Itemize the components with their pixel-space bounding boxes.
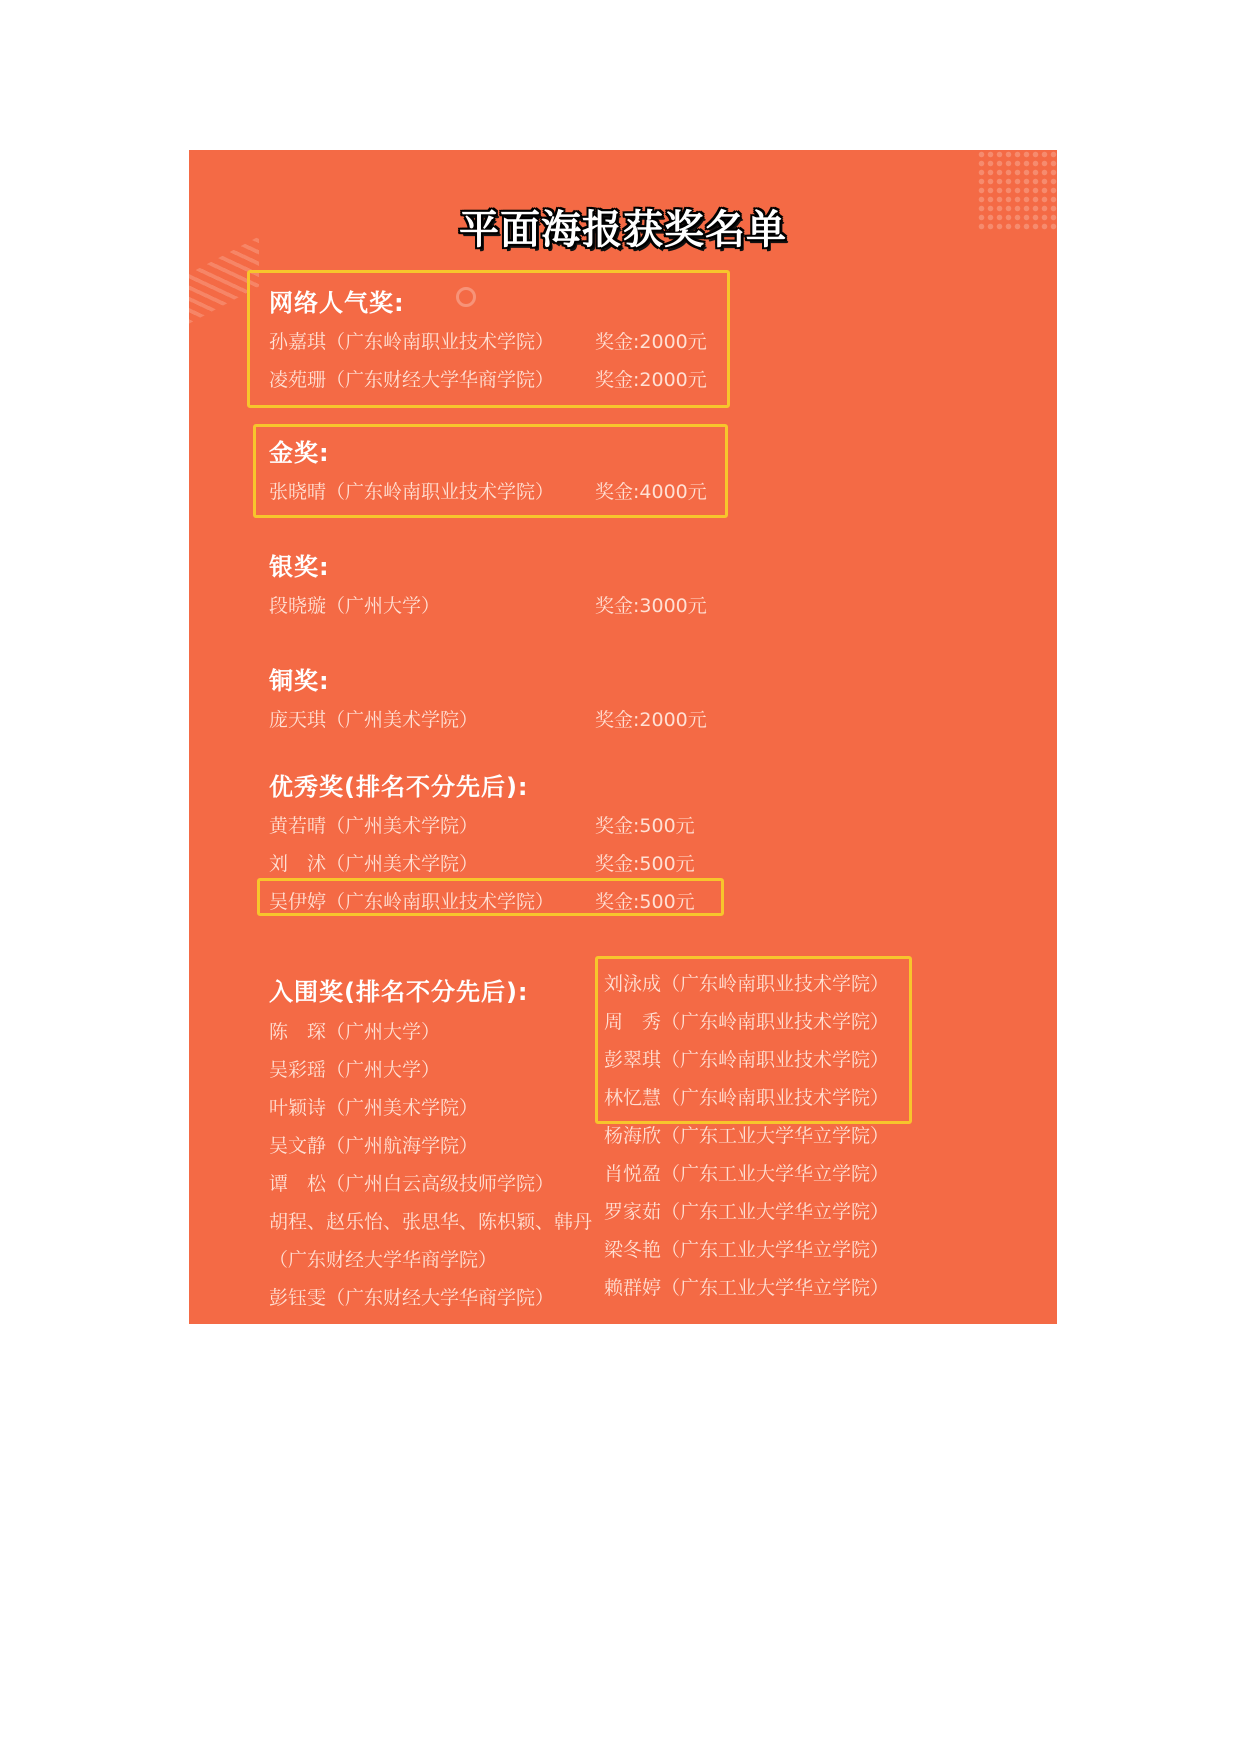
winner-name: 张晓晴（广东岭南职业技术学院） (269, 481, 555, 503)
winner-name: 黄若晴（广州美术学院） (269, 815, 479, 837)
winner-name: 庞天琪（广州美术学院） (269, 709, 479, 731)
award-poster (189, 150, 1057, 1324)
silver-award-heading: 银奖: (269, 553, 330, 581)
prize-amount: 奖金:4000元 (595, 481, 707, 503)
finalist-name: 赖群婷（广东工业大学华立学院） (604, 1277, 890, 1299)
winner-name: 刘 沭（广州美术学院） (269, 853, 479, 875)
winner-name: 孙嘉琪（广东岭南职业技术学院） (269, 331, 555, 353)
finalist-name: 刘泳成（广东岭南职业技术学院） (604, 973, 890, 995)
excellence-award-heading: 优秀奖(排名不分先后): (269, 773, 529, 801)
finalist-name: 叶颖诗（广州美术学院） (269, 1097, 479, 1119)
finalist-award-heading: 入围奖(排名不分先后): (269, 978, 529, 1006)
prize-amount: 奖金:2000元 (595, 709, 707, 731)
finalist-name: 吴彩瑶（广州大学） (269, 1059, 441, 1081)
winner-name: 吴伊婷（广东岭南职业技术学院） (269, 891, 555, 913)
finalist-name: 林忆慧（广东岭南职业技术学院） (604, 1087, 890, 1109)
finalist-name: 彭钰雯（广东财经大学华商学院） (269, 1287, 555, 1309)
popular-award-heading: 网络人气奖: (269, 289, 405, 317)
finalist-name: 彭翠琪（广东岭南职业技术学院） (604, 1049, 890, 1071)
prize-amount: 奖金:2000元 (595, 369, 707, 391)
finalist-name: 吴文静（广州航海学院） (269, 1135, 479, 1157)
prize-amount: 奖金:500元 (595, 853, 695, 875)
finalist-name: 杨海欣（广东工业大学华立学院） (604, 1125, 890, 1147)
finalist-name: 罗家茹（广东工业大学华立学院） (604, 1201, 890, 1223)
finalist-name: 梁冬艳（广东工业大学华立学院） (604, 1239, 890, 1261)
finalist-name: 胡程、赵乐怡、张思华、陈枳颖、韩丹 (269, 1211, 593, 1233)
winner-name: 凌苑珊（广东财经大学华商学院） (269, 369, 555, 391)
finalist-name: 肖悦盈（广东工业大学华立学院） (604, 1163, 890, 1185)
winner-name: 段晓璇（广州大学） (269, 595, 441, 617)
prize-amount: 奖金:2000元 (595, 331, 707, 353)
prize-amount: 奖金:500元 (595, 891, 695, 913)
bronze-award-heading: 铜奖: (269, 667, 330, 695)
prize-amount: 奖金:3000元 (595, 595, 707, 617)
finalist-name: 周 秀（广东岭南职业技术学院） (604, 1011, 890, 1033)
prize-amount: 奖金:500元 (595, 815, 695, 837)
finalist-name: 陈 琛（广州大学） (269, 1021, 441, 1043)
gold-award-heading: 金奖: (269, 439, 330, 467)
finalist-name: 谭 松（广州白云高级技师学院） (269, 1173, 555, 1195)
finalist-name: （广东财经大学华商学院） (269, 1249, 498, 1271)
poster-title: 平面海报获奖名单 (459, 207, 787, 253)
